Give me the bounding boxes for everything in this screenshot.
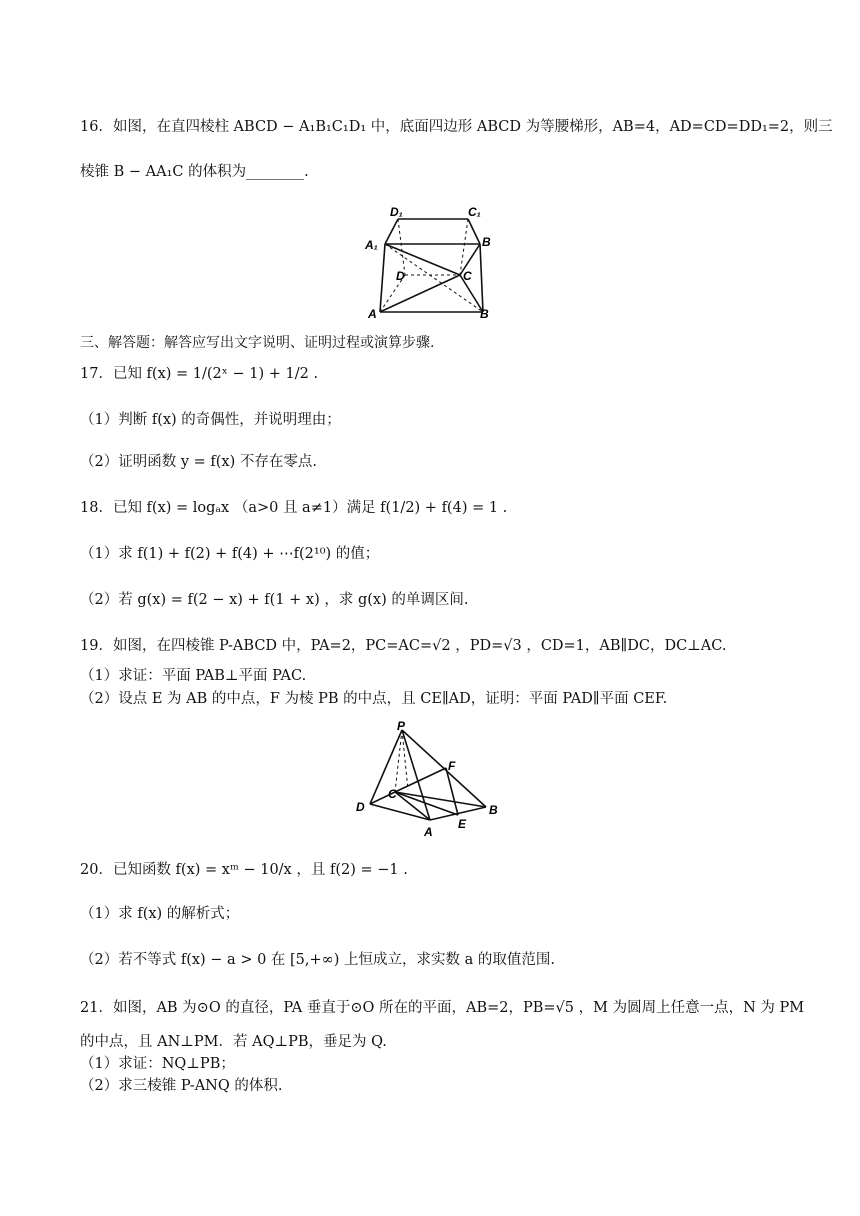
q18-part1: （1）求 f(1) + f(2) + f(4) + ⋯f(2¹⁰) 的值； <box>80 546 380 562</box>
prism-figure <box>360 200 500 320</box>
label-d2: D <box>356 800 365 814</box>
q17-part1: （1）判断 f(x) 的奇偶性，并说明理由； <box>80 412 341 428</box>
q17-part2: （2）证明函数 y = f(x) 不存在零点. <box>80 454 317 470</box>
label-e: E <box>458 817 467 831</box>
q17-stem: 17．已知 f(x) = 1/(2ˣ − 1) + 1/2 . <box>80 366 319 382</box>
pyramid-figure <box>350 718 510 844</box>
q21-part2: （2）求三棱锥 P-ANQ 的体积. <box>80 1078 283 1094</box>
label-d1: D₁ <box>390 205 403 219</box>
q20-part1: （1）求 f(x) 的解析式； <box>80 906 240 922</box>
label-a2: A <box>424 825 433 839</box>
label-b2: B <box>489 803 498 817</box>
label-a: A <box>368 307 377 320</box>
q20-stem: 20．已知函数 f(x) = xᵐ − 10/x ，且 f(2) = −1 . <box>80 862 408 878</box>
label-b: B <box>480 307 489 320</box>
q18-stem: 18．已知 f(x) = logₐx （a>0 且 a≠1）满足 f(1/2) + f(4) = 1 . <box>80 500 508 516</box>
q19-part2: （2）设点 E 为 AB 的中点，F 为棱 PB 的中点，且 CE∥AD，证明：平面 PAD∥平面 CEF. <box>80 691 668 707</box>
q16-line2: 棱锥 B − AA₁C 的体积为________. <box>80 164 309 180</box>
q19-stem: 19．如图，在四棱锥 P-ABCD 中，PA=2，PC=AC=√2 ，PD=√3 ，CD=1，AB∥DC，DC⊥AC. <box>80 638 727 654</box>
label-b1: B <box>482 235 491 249</box>
label-c2: C <box>388 787 397 801</box>
q20-part2: （2）若不等式 f(x) − a > 0 在 [5,+∞) 上恒成立，求实数 a 的取值范围. <box>80 952 555 968</box>
label-c1: C₁ <box>468 205 481 219</box>
q16-line1: 16．如图，在直四棱柱 ABCD − A₁B₁C₁D₁ 中，底面四边形 ABCD 为等腰梯形，AB=4，AD=CD=DD₁=2，则三 <box>80 119 833 135</box>
label-a1: A₁ <box>365 238 378 252</box>
label-c: C <box>463 269 472 283</box>
section-heading: 三、解答题：解答应写出文字说明、证明过程或演算步骤. <box>80 335 435 351</box>
q21-part1: （1）求证：NQ⊥PB； <box>80 1056 235 1072</box>
q21-line2: 的中点，且 AN⊥PM．若 AQ⊥PB，垂足为 Q. <box>80 1034 387 1050</box>
q18-part2: （2）若 g(x) = f(2 − x) + f(1 + x) ，求 g(x) 的单调区间. <box>80 592 469 608</box>
label-f: F <box>448 759 456 773</box>
label-d: D <box>396 269 405 283</box>
q21-line1: 21．如图，AB 为⊙O 的直径，PA 垂直于⊙O 所在的平面，AB=2，PB=√5 ，M 为圆周上任意一点，N 为 PM <box>80 1000 805 1016</box>
q19-part1: （1）求证：平面 PAB⊥平面 PAC. <box>80 668 307 684</box>
label-p: P <box>397 719 406 733</box>
